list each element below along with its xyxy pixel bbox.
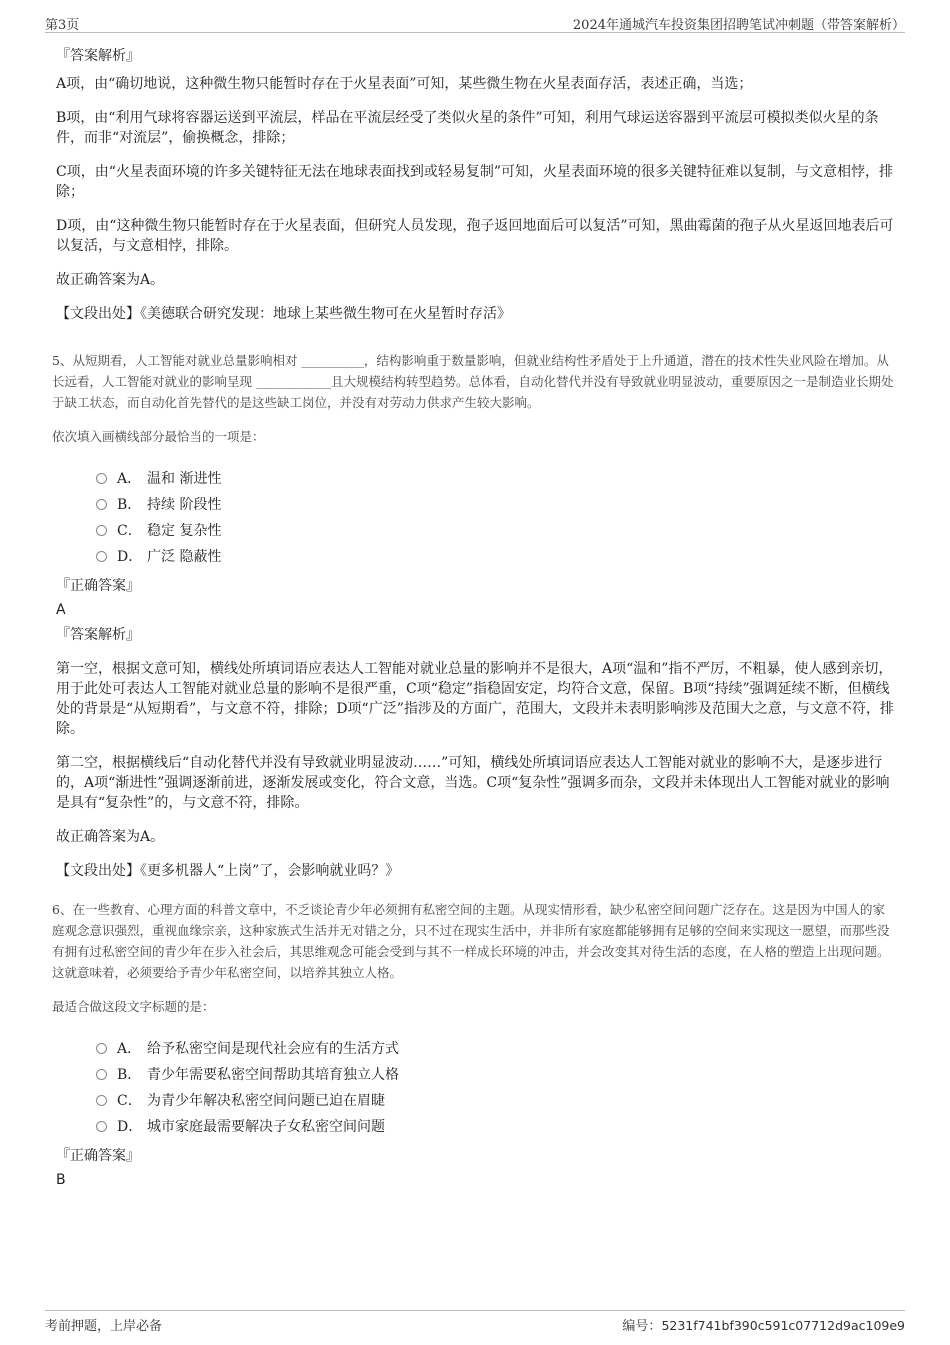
radio-icon[interactable] [96, 1043, 107, 1054]
q4-analysis-title: 『答案解析』 [56, 48, 140, 64]
q5-option-c[interactable] [96, 517, 896, 543]
page-number: 第3页 [45, 18, 80, 33]
option-text: 城市家庭最需要解决子女私密空间问题 [147, 1119, 385, 1135]
option-letter: A． [117, 1041, 142, 1057]
q4-source: 【文段出处】《美德联合研究发现：地球上某些微生物可在火星暂时存活》 [56, 306, 511, 322]
code-value: 5231f741bf390c591c07712d9ac109e9 [661, 1318, 905, 1333]
option-text: 持续 阶段性 [147, 497, 222, 513]
option-letter: C． [117, 1093, 142, 1109]
q5-answer-title: 『正确答案』 [56, 578, 140, 594]
q6-option-d[interactable] [96, 1113, 896, 1139]
q6-prompt: 最适合做这段文字标题的是： [52, 999, 215, 1014]
q4-analysis-a: A项，由“确切地说，这种微生物只能暂时存在于火星表面”可知，某些微生物在火星表面存活，表述正确，当选； [56, 76, 753, 92]
q5-options [96, 465, 896, 569]
document-title: 2024年通城汽车投资集团招聘笔试冲刺题（带答案解析） [572, 18, 905, 33]
option-text: 稳定 复杂性 [147, 523, 222, 539]
main-content [52, 46, 896, 1195]
q6-stem: 6、在一些教育、心理方面的科普文章中，不乏谈论青少年必须拥有私密空间的主题。从现实情形看，缺少私密空间问题广泛存在。这是因为中国人的家庭观念意识强烈，重视血缘宗亲，这种家族式生活并无对错之分，只不过在现实生活中，并非所有家庭都能够拥有足够的空间来实现这一愿望，而那些没有拥有过私密空间的青少年在步入社会后，其思维观念可能会受到与其不一样成长环境的冲击，并会改变其对待生活的态度，在人格的塑造上出现问题。这就意味着，必须要给予青少年私密空间，以培养其独立人格。 [52, 902, 890, 980]
option-text: 给予私密空间是现代社会应有的生活方式 [147, 1041, 399, 1057]
option-text: 青少年需要私密空间帮助其培育独立人格 [147, 1067, 399, 1083]
option-letter: B． [117, 497, 142, 513]
q6-answer: B [56, 1172, 66, 1188]
radio-icon[interactable] [96, 499, 107, 510]
q6-option-b[interactable] [96, 1061, 896, 1087]
q5-source: 【文段出处】《更多机器人“上岗”了，会影响就业吗？》 [56, 863, 400, 879]
q5-option-d[interactable] [96, 543, 896, 569]
option-text: 广泛 隐蔽性 [147, 549, 222, 565]
option-text: 为青少年解决私密空间问题已迫在眉睫 [147, 1093, 385, 1109]
q5-answer: A [56, 602, 66, 618]
option-letter: D． [117, 1119, 143, 1135]
q5-analysis-1: 第一空，根据文意可知，横线处所填词语应表达人工智能对就业总量的影响并不是很大，A项“温和”指不严厉，不粗暴，使人感到亲切，用于此处可表达人工智能对就业总量的影响不是很严重，C项“稳定”指稳固安定，均符合文意，保留。B项“持续”强调延续不断，但横线处的背景是“从短期看”，与文意不符，排除；D项“广泛”指涉及的方面广，范围大，文段并未表明影响涉及范围大之意，与文意不符，排除。 [56, 661, 894, 737]
q4-conclusion: 故正确答案为A。 [56, 272, 165, 288]
q5-prompt: 依次填入画横线部分最恰当的一项是： [52, 429, 265, 444]
q6-option-c[interactable] [96, 1087, 896, 1113]
q4-analysis-d: D项，由“这种微生物只能暂时存在于火星表面，但研究人员发现，孢子返回地面后可以复活”可知，黑曲霉菌的孢子从火星返回地表后可以复活，与文意相悖，排除。 [56, 218, 894, 254]
option-letter: D． [117, 549, 143, 565]
q5-option-b[interactable] [96, 491, 896, 517]
option-letter: C． [117, 523, 142, 539]
q4-analysis-b: B项，由“利用气球将容器运送到平流层，样品在平流层经受了类似火星的条件”可知，利用气球运送容器到平流层可模拟类似火星的条件，而非“对流层”，偷换概念，排除； [56, 110, 879, 146]
option-letter: B． [117, 1067, 142, 1083]
q5-conclusion: 故正确答案为A。 [56, 829, 165, 845]
code-label: 编号： [622, 1319, 662, 1334]
q5-stem: 5、从短期看，人工智能对就业总量影响相对 __________，结构影响重于数量影响，但就业结构性矛盾处于上升通道，潜在的技术性失业风险在增加。从长远看，人工智能对就业的影响呈现 ____________且大规模结构转型趋势。总体看，自动化替代并没有导致就业明显波动，重要原因之一是制造业长期处于缺工状态，而自动化首先替代的是这些缺工岗位，并没有对劳动力供求产生较大影响。 [52, 353, 894, 410]
q5-option-a[interactable] [96, 465, 896, 491]
q6-options [96, 1035, 896, 1139]
q4-analysis-c: C项，由“火星表面环境的许多关键特征无法在地球表面找到或轻易复制”可知，火星表面环境的很多关键特征难以复制，与文意相悖，排除； [56, 164, 894, 200]
footer-slogan: 考前押题，上岸必备 [45, 1319, 163, 1334]
radio-icon[interactable] [96, 1121, 107, 1132]
option-text: 温和 渐进性 [147, 471, 222, 487]
q6-option-a[interactable] [96, 1035, 896, 1061]
q6-answer-title: 『正确答案』 [56, 1148, 140, 1164]
page-header [45, 12, 905, 33]
radio-icon[interactable] [96, 551, 107, 562]
radio-icon[interactable] [96, 525, 107, 536]
option-letter: A． [117, 471, 142, 487]
q5-analysis-2: 第二空，根据横线后“自动化替代并没有导致就业明显波动……”可知，横线处所填词语应表达人工智能对就业的影响不大，是逐步进行的，A项“渐进性”强调逐渐前进，逐渐发展或变化，符合文意，当选。C项“复杂性”强调多而杂，文段并未体现出人工智能对就业的影响是具有“复杂性”的，与文意不符，排除。 [56, 755, 890, 811]
radio-icon[interactable] [96, 473, 107, 484]
document-code [622, 1315, 905, 1334]
page-footer [45, 1310, 905, 1335]
radio-icon[interactable] [96, 1095, 107, 1106]
q5-analysis-title: 『答案解析』 [56, 627, 140, 643]
radio-icon[interactable] [96, 1069, 107, 1080]
